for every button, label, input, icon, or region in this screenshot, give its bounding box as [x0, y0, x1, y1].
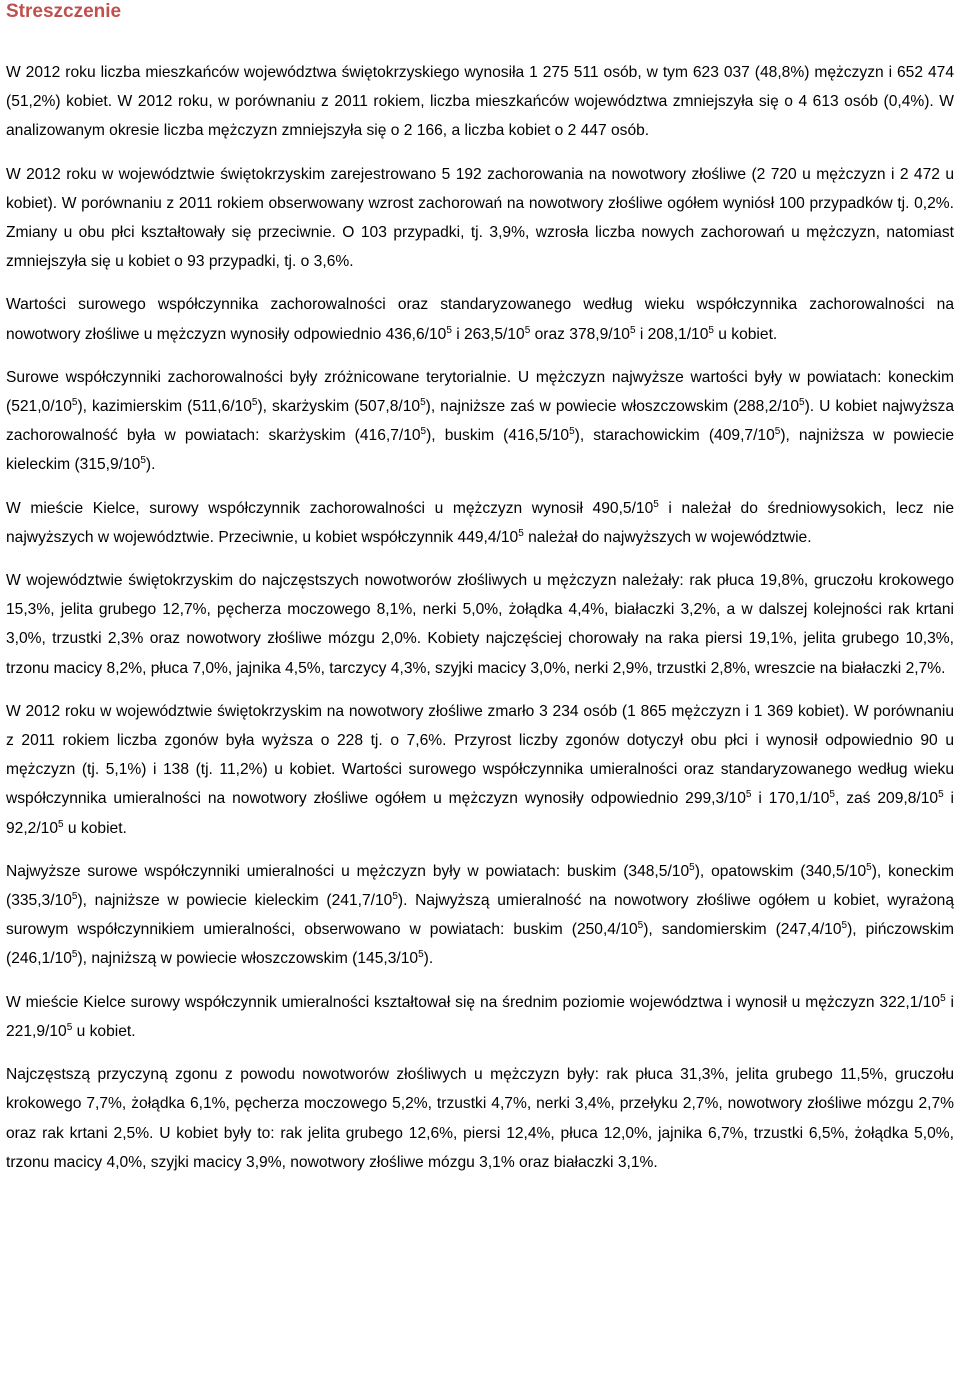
- superscript-exponent: 5: [629, 324, 636, 336]
- paragraph-text: ), najniższą w powiecie włoszczowskim (145,3/10: [77, 950, 419, 968]
- paragraph-text: należał do najwyższych w województwie.: [523, 528, 812, 546]
- paragraph-text: W województwie świętokrzyskim do najczęstszych nowotworów złośliwych u mężczyzn należały: rak płuca 19,8%, gruczołu krokowego 15,3%, jelita grubego 12,7%, pęcherza moczowego 8,1%, nerki 5,0%, żołądka 4,4%, białaczki 3,2%, a w dalszej kolejności rak krtani 3,0%, trzustki 2,3% oraz nowotwory złośliwe mózgu 2,0%. Kobiety najczęściej chorowały na raka piersi 19,1%, jelita grubego 10,3%, trzonu macicy 8,2%, płuca 7,0%, jajnika 4,5%, tarczycy 4,3%, szyjki macicy 3,0%, nerki 2,9%, trzustki 2,8%, wreszcie na białaczki 2,7%.: [6, 572, 954, 677]
- paragraph-text: ), najniższa w powiecie kieleckim (315,9/10: [6, 427, 954, 474]
- superscript-exponent: 5: [446, 324, 452, 336]
- paragraph-text: i 208,1/10: [635, 325, 709, 343]
- paragraph: [6, 697, 954, 843]
- paragraph-text: ), starachowickim (409,7/10: [574, 427, 775, 445]
- paragraph-text: ), najniższe zaś w powiecie włoszczowskim (288,2/10: [425, 398, 800, 416]
- superscript-exponent: 5: [420, 426, 427, 438]
- paragraph: [6, 290, 954, 348]
- paragraph-text: ), pińczowskim (246,1/10: [6, 921, 954, 968]
- paragraph-text: W mieście Kielce, surowy współczynnik zachorowalności u mężczyzn wynosił 490,5/10: [6, 499, 654, 517]
- superscript-exponent: 5: [829, 789, 835, 801]
- superscript-exponent: 5: [420, 397, 426, 409]
- superscript-exponent: 5: [71, 949, 78, 961]
- paragraph: [6, 857, 954, 974]
- superscript-exponent: 5: [518, 527, 524, 539]
- paragraph-text: oraz 378,9/10: [530, 325, 630, 343]
- superscript-exponent: 5: [866, 861, 872, 873]
- paragraph-text: ), buskim (416,5/10: [426, 427, 570, 445]
- paragraph: [6, 494, 954, 552]
- paragraph: [6, 1060, 954, 1177]
- superscript-exponent: 5: [689, 861, 695, 873]
- paragraph: [6, 58, 954, 146]
- superscript-exponent: 5: [708, 324, 714, 336]
- paragraph-text: i 92,2/10: [6, 790, 955, 837]
- paragraph-text: ).: [145, 456, 156, 474]
- paragraph-text: ), sandomierskim (247,4/10: [643, 921, 842, 939]
- paragraph-text: Wartości surowego współczynnika zachorowalności oraz standaryzowanego według wieku współczynnika zachorowalności na nowotwory złośliwe u mężczyzn wynosiły odpowiednio 436,6/10: [6, 296, 954, 343]
- superscript-exponent: 5: [637, 920, 644, 932]
- paragraph-text: ), kazimierskim (511,6/10: [77, 398, 252, 416]
- superscript-exponent: 5: [392, 891, 398, 903]
- superscript-exponent: 5: [841, 920, 848, 932]
- paragraph: [6, 988, 954, 1046]
- superscript-exponent: 5: [66, 1021, 73, 1033]
- paragraph-text: u kobiet.: [713, 325, 778, 343]
- paragraph-text: i 170,1/10: [751, 790, 830, 808]
- superscript-exponent: 5: [71, 397, 78, 409]
- paragraph-text: i 263,5/10: [451, 325, 525, 343]
- paragraph-text: ). U kobiet najwyższa zachorowalność była w powiatach: skarżyskim (416,7/10: [6, 398, 955, 445]
- paragraph-text: W 2012 roku liczba mieszkańców województwa świętokrzyskiego wynosiła 1 275 511 osób, w tym 623 037 (48,8%) mężczyzn i 652 474 (51,2%) kobiet. W 2012 roku, w porównaniu z 2011 rokiem, liczba mieszkańców województwa zmniejszyła się o 4 613 osób (0,4%). W analizowanym okresie liczba mężczyzn zmniejszyła się o 2 166, a liczba kobiet o 2 447 osób.: [6, 64, 954, 140]
- paragraph-text: Najczęstszą przyczyną zgonu z powodu nowotworów złośliwych u mężczyzn były: rak płuca 31,3%, jelita grubego 11,5%, gruczołu krokowego 7,7%, żołądka 6,1%, pęcherza moczowego 5,2%, trzustki 4,7%, nerki 3,4%, przełyku 2,7%, nowotwory złośliwe mózgu 2,7% oraz rak krtani 2,5%. U kobiet były to: rak jelita grubego 12,6%, piersi 12,4%, płuca 12,0%, jajnika 6,7%, trzustki 6,5%, żołądka 5,0%, trzonu macicy 4,0%, szyjki macicy 3,9%, nowotwory złośliwe mózgu 3,1% oraz białaczki 3,1%.: [6, 1066, 954, 1171]
- superscript-exponent: 5: [799, 397, 805, 409]
- paragraph-text: ), najniższe w powiecie kieleckim (241,7/10: [77, 892, 393, 910]
- paragraph-text: u kobiet.: [63, 819, 127, 837]
- paragraph-text: W mieście Kielce surowy współczynnik umieralności kształtował się na średnim poziomie województwa i wynosił u mężczyzn 322,1/10: [6, 993, 941, 1011]
- paragraph-text: W 2012 roku w województwie świętokrzyskim zarejestrowano 5 192 zachorowania na nowotwory złośliwe (2 720 u mężczyzn i 2 472 u kobiet). W porównaniu z 2011 rokiem obserwowany wzrost zachorowań na nowotwory złośliwe ogółem wyniósł 100 przypadków tj. 0,2%. Zmiany u obu płci kształtowały się przeciwnie. O 103 przypadki, tj. 3,9%, wzrosła liczba nowych zachorowań u mężczyzn, natomiast zmniejszyła się u kobiet o 93 przypadki, tj. o 3,6%.: [6, 165, 954, 271]
- superscript-exponent: 5: [940, 992, 946, 1004]
- paragraph-text: i 221,9/10: [6, 993, 955, 1040]
- superscript-exponent: 5: [745, 789, 752, 801]
- paragraph-text: ), skarżyskim (507,8/10: [257, 398, 421, 416]
- paragraph-text: Najwyższe surowe współczynniki umieralności u mężczyzn były w powiatach: buskim (348,5/10: [6, 862, 690, 880]
- paragraph-text: u kobiet.: [72, 1022, 136, 1040]
- paragraph-text: ). Najwyższą umieralność na nowotwory złośliwe ogółem u kobiet, wyrażoną surowym współczynnikiem umieralności, obserwowano w powiatach: buskim (250,4/10: [6, 892, 954, 939]
- paragraph-text: , zaś 209,8/10: [834, 790, 939, 808]
- paragraph-text: ), opatowskim (340,5/10: [694, 862, 867, 880]
- superscript-exponent: 5: [140, 455, 146, 467]
- paragraph-text: ).: [423, 950, 434, 968]
- paragraph-text: ), koneckim (335,3/10: [6, 862, 954, 910]
- superscript-exponent: 5: [653, 498, 659, 510]
- paragraph: [6, 363, 954, 480]
- superscript-exponent: 5: [251, 397, 258, 409]
- superscript-exponent: 5: [569, 426, 575, 438]
- paragraph: [6, 160, 954, 277]
- paragraph-text: W 2012 roku w województwie świętokrzyskim na nowotwory złośliwe zmarło 3 234 osób (1 865 mężczyzn i 1 369 kobiet). W porównaniu z 2011 rokiem liczba zgonów była wyższa o 228 tj. o 7,6%. Przyrost liczby zgonów dotyczył obu płci i wynosił odpowiednio 90 u mężczyzn (tj. 5,1%) i 138 (tj. 11,2%) u kobiet. Wartości surowego współczynnika umieralności oraz standaryzowanego według wieku współczynnika umieralności na nowotwory złośliwe ogółem u mężczyzn wynosiły odpowiednio 299,3/10: [6, 702, 954, 808]
- superscript-exponent: 5: [418, 949, 424, 961]
- superscript-exponent: 5: [938, 789, 944, 801]
- superscript-exponent: 5: [774, 426, 781, 438]
- page-title: Streszczenie: [6, 1, 122, 22]
- paragraph-text: Surowe współczynniki zachorowalności były zróżnicowane terytorialnie. U mężczyzn najwyższe wartości były w powiatach: koneckim (521,0/10: [6, 368, 954, 416]
- paragraph: [6, 566, 954, 683]
- superscript-exponent: 5: [58, 818, 64, 830]
- paragraph-text: i należał do średniowysokich, lecz nie najwyższych w województwie. Przeciwnie, u kobiet współczynnik 449,4/10: [6, 499, 954, 546]
- superscript-exponent: 5: [71, 891, 78, 903]
- superscript-exponent: 5: [524, 324, 531, 336]
- document-body: [6, 58, 954, 1177]
